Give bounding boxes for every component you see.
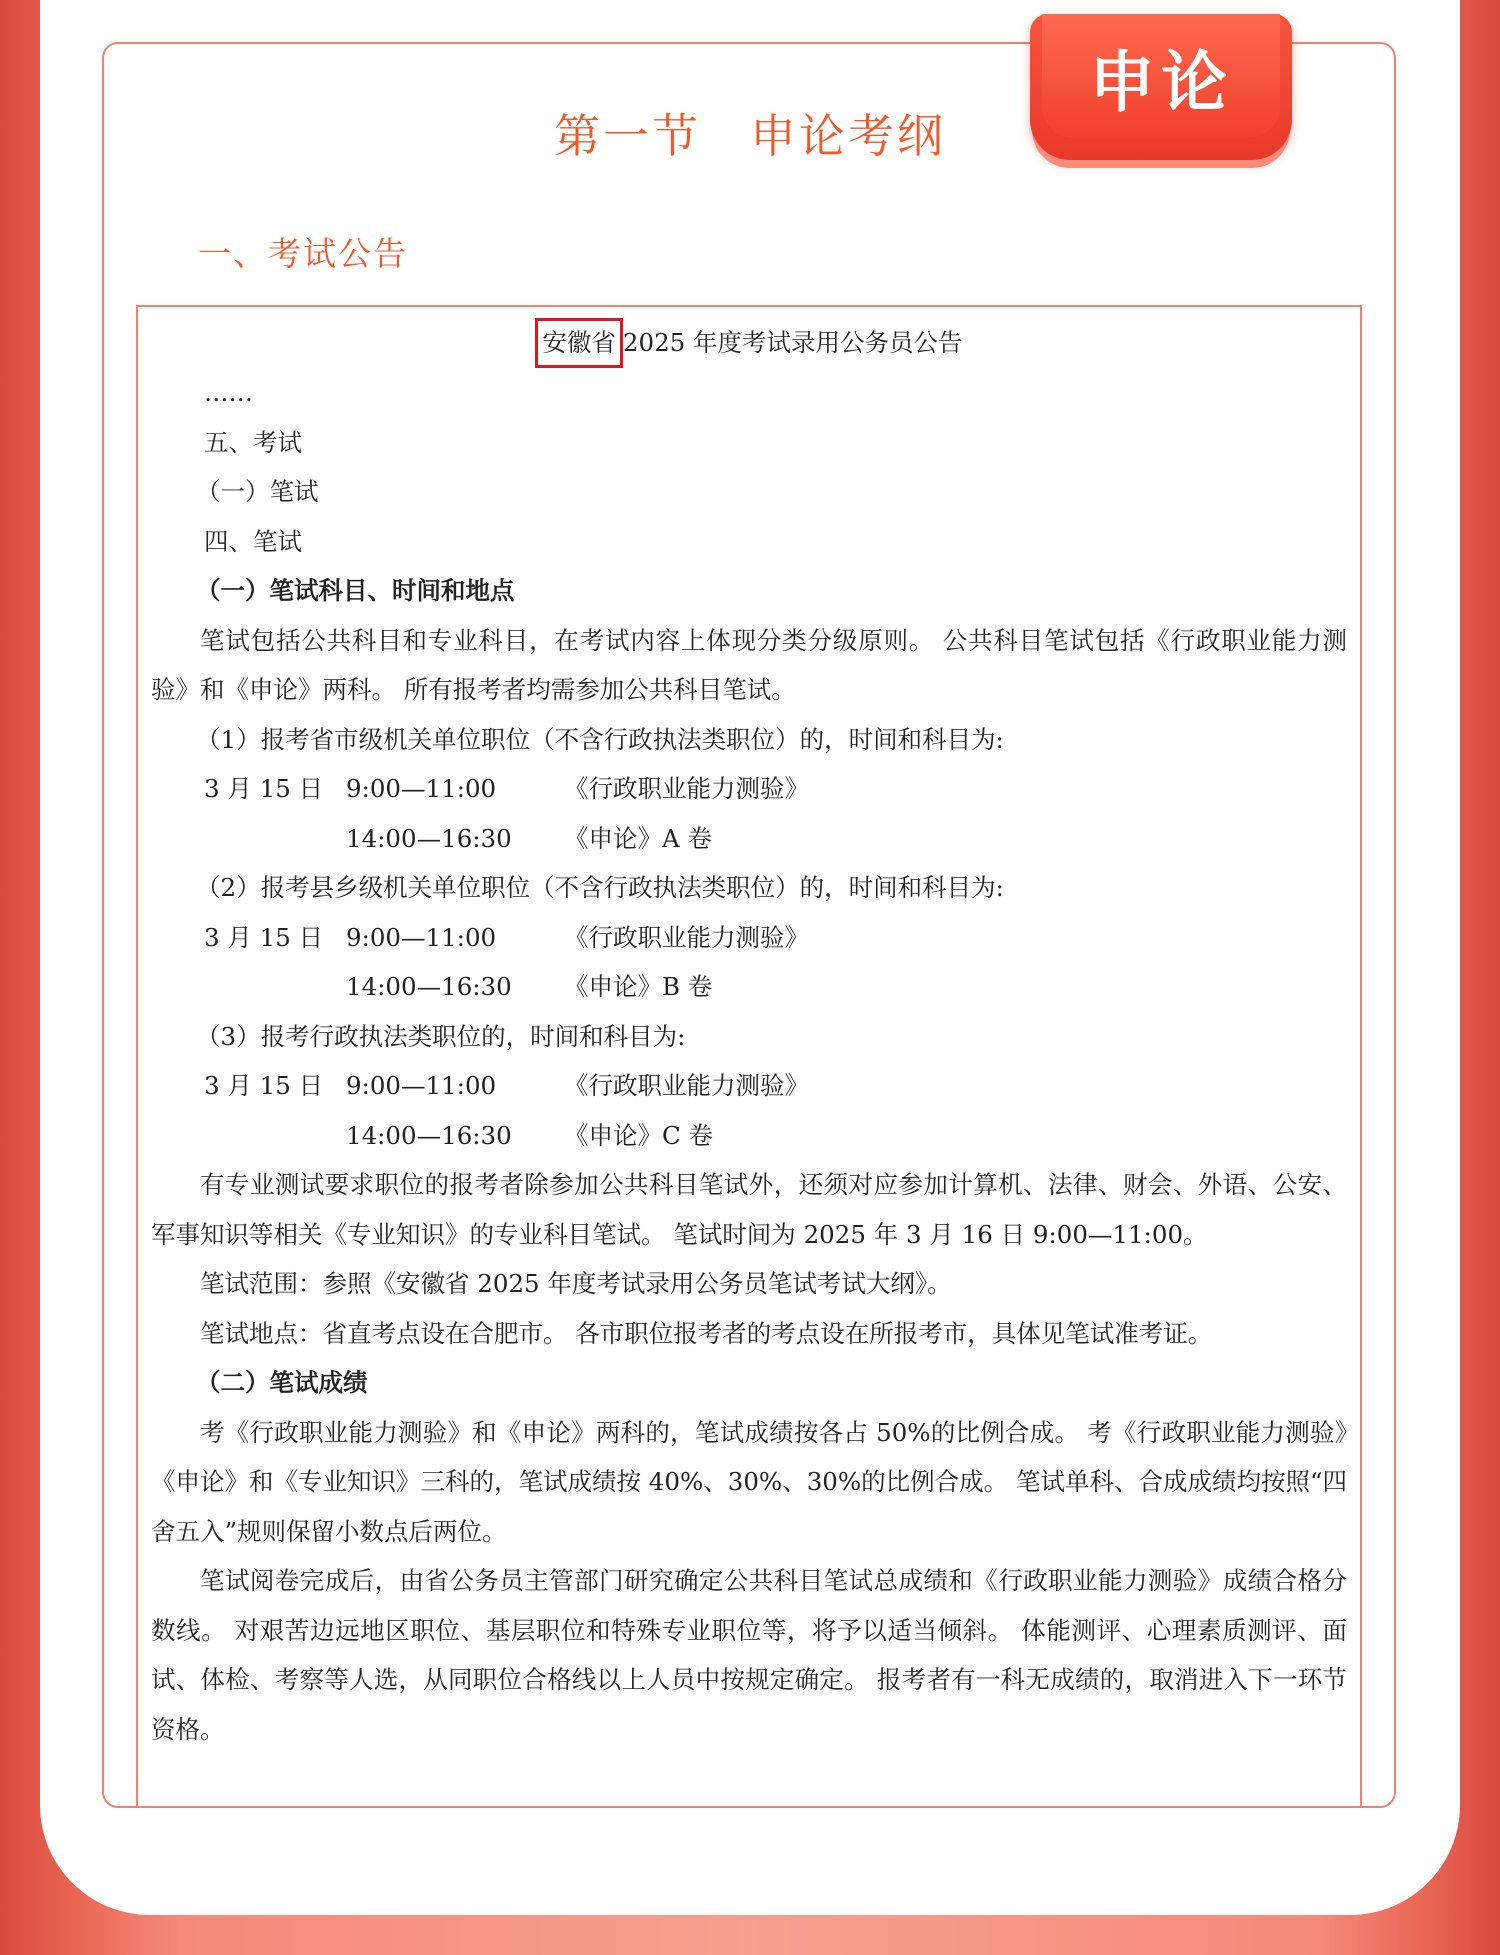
schedule-time: 14:00—16:30 <box>346 1120 512 1150</box>
schedule-subject: 《行政职业能力测验》 <box>564 1071 809 1100</box>
schedule-date: 3 月 15 日 <box>204 774 324 803</box>
text-line: 四、笔试 <box>204 526 302 556</box>
schedule-time: 9:00—11:00 <box>346 774 497 803</box>
document-title <box>151 318 1347 368</box>
paragraph: 笔试地点：省直考点设在合肥市。 各市职位报考者的考点设在所报考市，具体见笔试准考证。 <box>200 1318 1213 1348</box>
schedule-date <box>204 814 346 864</box>
schedule-date <box>204 1111 346 1161</box>
paragraph: 笔试范围：参照《安徽省 2025 年度考试录用公务员笔试考试大纲》。 <box>200 1269 952 1298</box>
list-item: （1）报考省市级机关单位职位（不含行政执法类职位）的，时间和科目为: <box>196 724 1004 754</box>
paragraph: 笔试阅卷完成后，由省公务员主管部门研究确定公共科目笔试总成绩和《行政职业能力测验》成绩合格分数线。 对艰苦边远地区职位、基层职位和特殊专业职位等，将予以适当倾斜。 体能测评、心理素质测评、面试、体检、考察等人选，从同职位合格线以上人员中按规定确定。 报考者有一科无成绩的，取消进入下一环节资格。 <box>151 1566 1347 1744</box>
text-line: （一）笔试 <box>196 477 319 506</box>
schedule-subject: 《申论》B 卷 <box>564 972 713 1001</box>
schedule-date: 3 月 15 日 <box>204 1071 324 1100</box>
paragraph: 有专业测试要求职位的报考者除参加公共科目笔试外，还须对应参加计算机、法律、财会、外语、公安、军事知识等相关《专业知识》的专业科目笔试。 笔试时间为 2025 年 3 月 16 日 9:00—11:00。 <box>151 1170 1347 1249</box>
ribbon-label: 申论 <box>1089 43 1233 121</box>
schedule-time: 14:00—16:30 <box>346 972 512 1001</box>
list-item: （2）报考县乡级机关单位职位（不含行政执法类职位）的，时间和科目为: <box>196 873 1004 902</box>
ellipsis-line: …… <box>204 378 253 407</box>
highlighted-province: 安徽省 <box>535 318 623 368</box>
schedule-time: 9:00—11:00 <box>346 922 497 952</box>
paragraph: 笔试包括公共科目和专业科目，在考试内容上体现分类分级原则。 公共科目笔试包括《行政职业能力测验》和《申论》两科。 所有报考者均需参加公共科目笔试。 <box>151 625 1347 704</box>
schedule-row <box>151 814 1347 864</box>
schedule-row <box>151 962 1347 1012</box>
schedule-date <box>204 962 346 1012</box>
list-item: （3）报考行政执法类职位的，时间和科目为: <box>196 1021 686 1051</box>
subheading: （二）笔试成绩 <box>196 1368 368 1397</box>
document-title-rest: 2025 年度考试录用公务员公告 <box>622 328 963 357</box>
paragraph: 考《行政职业能力测验》和《申论》两科的，笔试成绩按各占 50%的比例合成。 考《行政职业能力测验》《申论》和《专业知识》三科的，笔试成绩按 40%、30%、30%的比例合成。 笔试单科、合成成绩均按照“四舍五入”规则保留小数点后两位。 <box>151 1417 1347 1546</box>
chapter-title: 第一节 申论考纲 <box>554 109 946 163</box>
schedule-time: 9:00—11:00 <box>346 1071 497 1100</box>
schedule-subject: 《申论》C 卷 <box>564 1120 714 1150</box>
schedule-subject: 《申论》A 卷 <box>564 823 712 853</box>
schedule-row <box>151 1111 1347 1161</box>
schedule-subject: 《行政职业能力测验》 <box>564 922 809 952</box>
schedule-row <box>151 1061 1347 1111</box>
schedule-row <box>151 913 1347 963</box>
text-line: 五、考试 <box>204 427 302 457</box>
schedule-row <box>151 764 1347 814</box>
schedule-time: 14:00—16:30 <box>346 823 512 853</box>
schedule-date: 3 月 15 日 <box>204 922 324 952</box>
schedule-subject: 《行政职业能力测验》 <box>564 774 809 803</box>
subheading: （一）笔试科目、时间和地点 <box>196 576 515 605</box>
announcement-document <box>151 318 1347 1754</box>
section-title: 一、考试公告 <box>198 234 408 273</box>
